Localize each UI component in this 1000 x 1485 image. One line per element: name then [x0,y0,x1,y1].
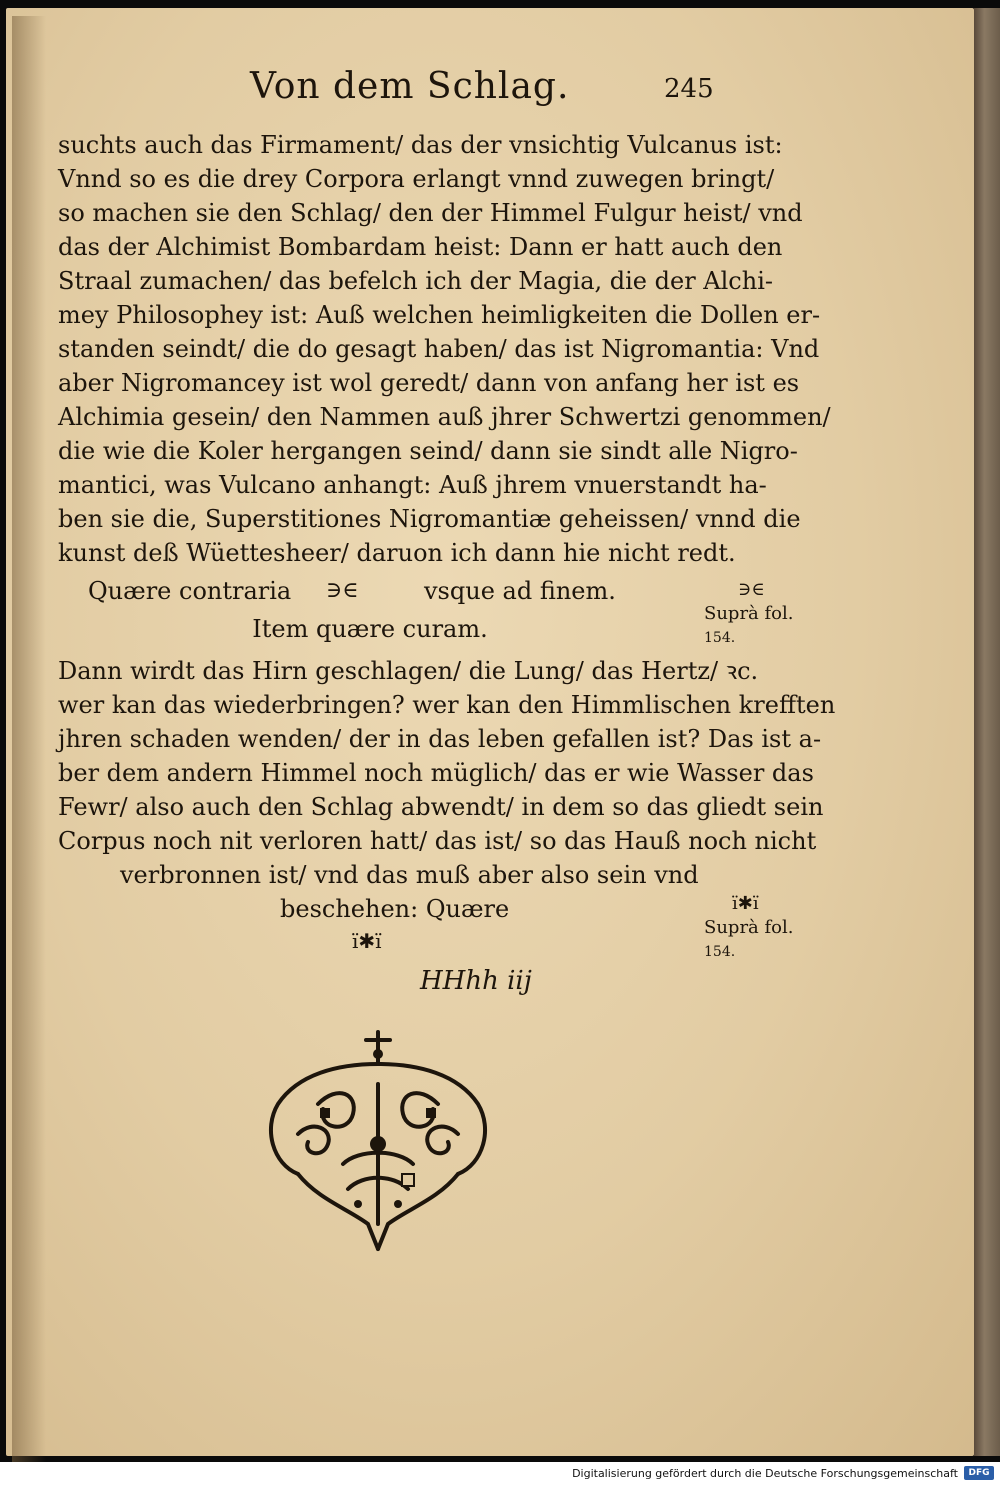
margin-note [704,578,814,650]
margin-note-symbol: ï✱ï [732,893,759,914]
margin-note-text: Suprà fol. [704,603,794,624]
body-line: die wie die Koler hergangen seind/ dann sie sindt alle Nigro- [58,437,798,465]
signature-mark: HHhh iij [420,966,532,996]
body-line: jhren schaden wenden/ der in das leben gefallen ist? Das ist a- [58,725,822,753]
closing-symbol: ï✱ï [352,929,382,953]
quaere-right: vsque ad finem. [424,577,616,605]
body-line: mantici, was Vulcano anhangt: Auß jhrem vnuerstandt ha- [58,471,767,499]
margin-note-symbol: ∋∈ [738,579,765,600]
ornament-tailpiece-icon [258,1024,498,1254]
body-line: standen seindt/ die do gesagt haben/ das ist Nigromantia: Vnd [58,335,820,363]
body-line: aber Nigromancey ist wol geredt/ dann von anfang her ist es [58,369,800,397]
body-line: so machen sie den Schlag/ den der Himmel Fulgur heist/ vnd [58,199,803,227]
quaere-symbol: ∋∈ [326,578,359,603]
page-edge [974,8,1000,1456]
page-gutter-shadow [12,16,46,1464]
body-line: Corpus noch nit verloren hatt/ das ist/ so das Hauß noch nicht [58,827,817,855]
body-line: mey Philosophey ist: Auß welchen heimligkeiten die Dollen er- [58,301,821,329]
dfg-logo-icon: DFG [964,1466,994,1480]
closing-line: verbronnen ist/ vnd das muß aber also sein vnd [120,861,699,889]
running-head: Von dem Schlag. [250,66,570,107]
margin-note [704,892,814,964]
quaere-left: Quære contraria [88,577,292,605]
margin-note-page: 154. [704,944,736,960]
body-line: suchts auch das Firmament/ das der vnsichtig Vulcanus ist: [58,131,783,159]
body-line: das der Alchimist Bombardam heist: Dann er hatt auch den [58,233,783,261]
body-line: kunst deß Wüettesheer/ daruon ich dann hie nicht redt. [58,539,736,567]
margin-note-page: 154. [704,630,736,646]
margin-note-text: Suprà fol. [704,917,794,938]
item-line: Item quære curam. [252,615,488,643]
body-line: ber dem andern Himmel noch müglich/ das er wie Wasser das [58,759,814,787]
body-line: Fewr/ also auch den Schlag abwendt/ in dem so das gliedt sein [58,793,824,821]
page-number: 245 [664,74,714,104]
body-line: ben sie die, Superstitiones Nigromantiæ geheissen/ vnnd die [58,505,801,533]
body-line: wer kan das wiederbringen? wer kan den Himmlischen krefften [58,691,836,719]
body-line: Straal zumachen/ das befelch ich der Magia, die der Alchi- [58,267,773,295]
body-line: Dann wirdt das Hirn geschlagen/ die Lung/ das Hertz/ ꝛc. [58,657,759,685]
body-line: Vnnd so es die drey Corpora erlangt vnnd zuwegen bringt/ [58,165,775,193]
closing-line: beschehen: Quære [280,895,510,923]
footer-bar [0,1462,1000,1485]
footer-credit: Digitalisierung gefördert durch die Deutsche Forschungsgemeinschaft [572,1467,958,1480]
body-line: Alchimia gesein/ den Nammen auß jhrer Schwertzi genommen/ [58,403,831,431]
